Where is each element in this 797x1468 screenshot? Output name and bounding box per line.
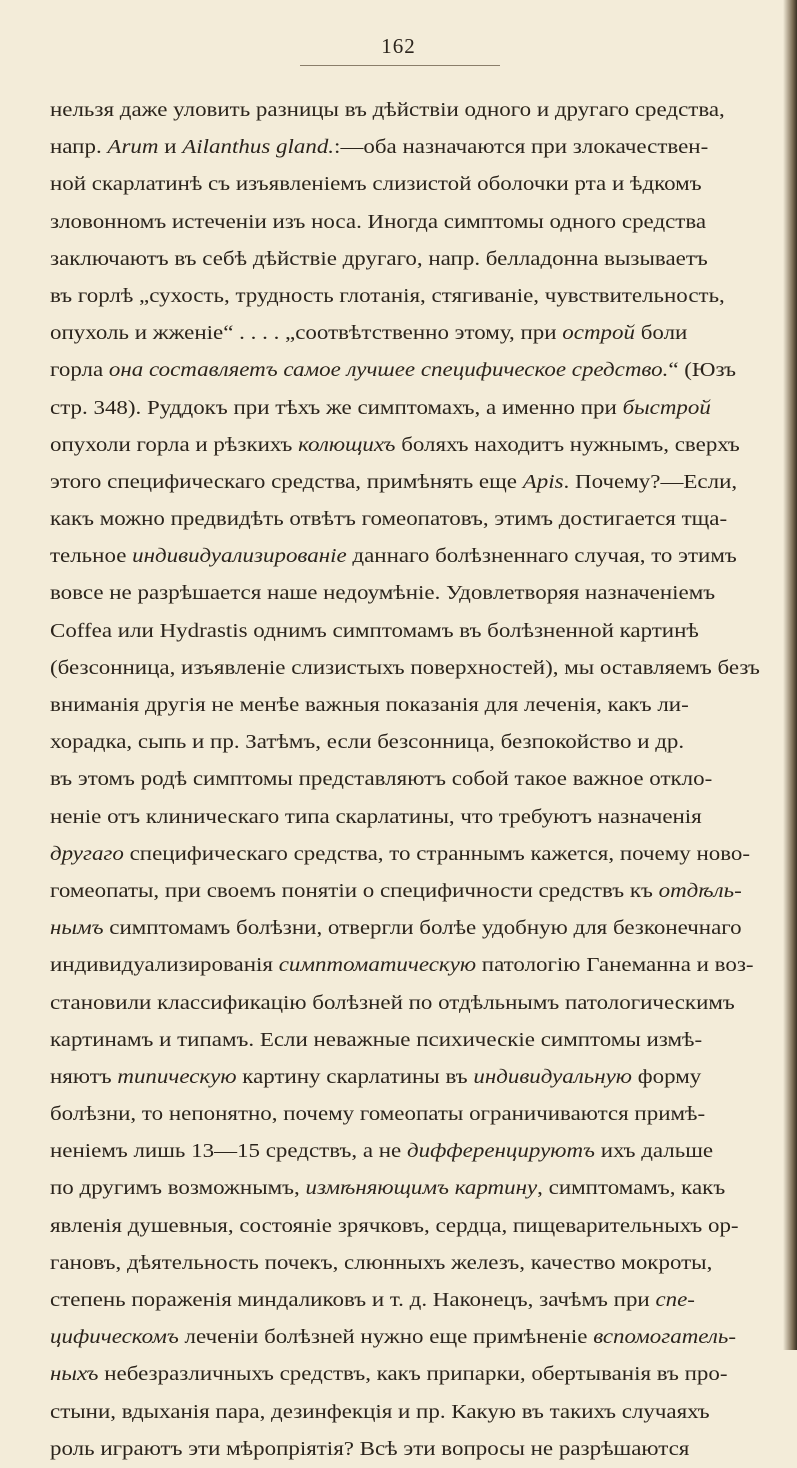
text-line: [50, 724, 790, 761]
text-run: какъ можно предвидѣть отвѣтъ гомеопатовъ, этимъ достигается тща-: [50, 508, 728, 531]
text-run: боли: [634, 322, 688, 345]
italic-text: она составляетъ самое лучшее специфическое средство.: [108, 359, 669, 382]
text-run: неніемъ лишь 13—15 средствъ, а не: [50, 1140, 407, 1163]
text-line: [50, 390, 790, 427]
text-run: ихъ дальше: [594, 1140, 714, 1163]
text-run: нельзя даже уловить разницы въ дѣйствіи одного и другаго средства,: [50, 99, 725, 121]
text-line: [50, 613, 790, 650]
text-run: леченіи болѣзней нужно еще примѣненіе: [178, 1326, 594, 1349]
italic-text: типическую: [117, 1065, 237, 1088]
text-run: Coffea или Hydrastis однимъ симптомамъ въ болѣзненной картинѣ: [50, 619, 699, 642]
italic-text: вспомогатель-: [593, 1326, 737, 1349]
text-run: картину скарлатины въ: [236, 1065, 474, 1088]
text-line: [50, 278, 790, 315]
text-line: [50, 947, 790, 984]
text-line: [50, 985, 790, 1022]
text-run: стыни, вдыханія пара, дезинфекція и пр. Какую въ такихъ случаяхъ: [50, 1400, 710, 1423]
italic-text: дифференцируютъ: [406, 1140, 595, 1163]
page-edge-shadow: [783, 0, 797, 1350]
text-run: въ этомъ родѣ симптомы представляютъ собой такое важное откло-: [50, 768, 713, 791]
text-line: [50, 1059, 790, 1096]
italic-text: отдѣль-: [658, 879, 742, 902]
text-run: роль играютъ эти мѣропріятія? Всѣ эти вопросы не разрѣшаются: [50, 1437, 690, 1460]
text-run: стр. 348). Руддокъ при тѣхъ же симптомахъ, а именно при: [50, 396, 623, 419]
text-run: явленія душевныя, состояніе зрячковъ, сердца, пищеварительныхъ ор-: [50, 1214, 739, 1237]
text-line: [50, 687, 790, 724]
text-line: [50, 352, 790, 389]
text-line: [50, 1170, 790, 1207]
text-line: [50, 241, 790, 278]
text-line: [50, 129, 790, 166]
text-line: [50, 1245, 790, 1282]
page-number: 162: [381, 34, 416, 58]
italic-text: симптоматическую: [278, 954, 477, 977]
text-run: , симптомамъ, какъ: [537, 1177, 726, 1200]
italic-text: спе-: [655, 1289, 695, 1311]
text-run: (безсонница, изъявленіе слизистыхъ поверхностей), мы оставляемъ безъ: [50, 656, 760, 679]
text-run: болѣзни, то непонятно, почему гомеопаты ограничиваются примѣ-: [50, 1103, 706, 1126]
text-run: этого специфическаго средства, примѣнять еще: [50, 470, 523, 493]
text-line: [50, 501, 790, 538]
text-run: опухоли горла и рѣзкихъ: [50, 433, 299, 456]
text-run: и: [158, 136, 183, 159]
text-run: хорадка, сыпь и пр. Затѣмъ, если безсонница, безпокойство и др.: [50, 731, 685, 754]
text-run: ной скарлатинѣ съ изъявленіемъ слизистой оболочки рта и ѣдкомъ: [50, 173, 702, 196]
text-line: [50, 1133, 790, 1170]
text-run: становили классификацію болѣзней по отдѣльнымъ патологическимъ: [50, 991, 735, 1014]
text-line: [50, 92, 790, 129]
italic-text: ныхъ: [50, 1363, 99, 1386]
italic-text: острой: [562, 322, 635, 345]
text-run: небезразличныхъ средствъ, какъ припарки, обертыванія въ про-: [98, 1363, 728, 1386]
text-run: опухоль и жженіе“ . . . . „соотвѣтственно этому, при: [50, 322, 563, 345]
italic-text: колющихъ: [298, 433, 396, 456]
text-run: симптомамъ болѣзни, отвергли болѣе удобную для безконечнаго: [103, 917, 742, 940]
italic-text: индивидуальную: [473, 1065, 632, 1088]
text-run: горла: [50, 359, 109, 382]
text-line: [50, 538, 790, 575]
text-run: няютъ: [50, 1065, 118, 1088]
text-line: [50, 650, 790, 687]
text-run: боляхъ находитъ нужнымъ, сверхъ: [395, 433, 740, 456]
text-line: [50, 836, 790, 873]
text-run: вовсе не разрѣшается наше недоумѣніе. Удовлетворяя назначеніемъ: [50, 582, 716, 605]
text-line: [50, 1096, 790, 1133]
text-line: [50, 1022, 790, 1059]
italic-text: Apis: [522, 470, 564, 493]
text-run: гомеопаты, при своемъ понятіи о специфичности средствъ къ: [50, 879, 659, 902]
text-line: [50, 1208, 790, 1245]
header-rule: [300, 65, 500, 66]
text-line: [50, 910, 790, 947]
text-line: [50, 464, 790, 501]
text-run: степень пораженія миндаликовъ и т. д. Наконецъ, зачѣмъ при: [50, 1289, 656, 1311]
text-line: [50, 1282, 790, 1319]
italic-text: другаго: [50, 842, 124, 865]
text-line: [50, 1431, 790, 1468]
text-run: заключаютъ въ себѣ дѣйствіе другаго, напр. белладонна вызываетъ: [50, 247, 708, 270]
italic-text: Ailanthus gland.: [182, 136, 335, 159]
text-line: [50, 166, 790, 203]
text-line: [50, 1356, 790, 1393]
text-run: индивидуализированія: [50, 954, 279, 977]
italic-text: нымъ: [50, 917, 104, 940]
text-run: напр.: [50, 136, 108, 159]
italic-text: быстрой: [622, 396, 711, 419]
text-line: [50, 799, 790, 836]
text-run: по другимъ возможнымъ,: [50, 1177, 306, 1200]
text-line: [50, 204, 790, 241]
text-run: :—оба назначаются при злокачествен-: [334, 136, 709, 159]
text-run: патологію Ганеманна и воз-: [476, 954, 754, 977]
text-line: [50, 1319, 790, 1356]
text-line: [50, 1394, 790, 1431]
italic-text: измѣняющимъ картину: [305, 1177, 538, 1200]
body-text: [50, 92, 790, 1468]
text-run: зловонномъ истеченіи изъ носа. Иногда симптомы одного средства: [50, 210, 707, 233]
text-run: “ (Юзъ: [668, 359, 737, 382]
text-line: [50, 873, 790, 910]
text-run: специфическаго средства, то страннымъ кажется, почему ново-: [123, 842, 751, 865]
text-run: гановъ, дѣятельность почекъ, слюнныхъ железъ, качество мокроты,: [50, 1251, 713, 1274]
text-line: [50, 575, 790, 612]
text-run: вниманія другія не менѣе важныя показанія для леченія, какъ ли-: [50, 694, 689, 716]
text-run: неніе отъ клиническаго типа скарлатины, что требуютъ назначенія: [50, 805, 702, 828]
italic-text: индивидуализированіе: [132, 545, 347, 568]
text-line: [50, 315, 790, 352]
text-run: тельное: [50, 545, 133, 568]
italic-text: цифическомъ: [50, 1326, 179, 1349]
text-run: въ горлѣ „сухость, трудность глотанія, стягиваніе, чувствительность,: [50, 284, 725, 307]
italic-text: Arum: [107, 136, 159, 159]
text-run: даннаго болѣзненнаго случая, то этимъ: [346, 545, 737, 568]
text-run: картинамъ и типамъ. Если неважные психическіе симптомы измѣ-: [50, 1028, 703, 1051]
text-line: [50, 427, 790, 464]
text-run: форму: [631, 1065, 702, 1088]
text-line: [50, 761, 790, 798]
text-run: . Почему?—Если,: [563, 470, 738, 493]
